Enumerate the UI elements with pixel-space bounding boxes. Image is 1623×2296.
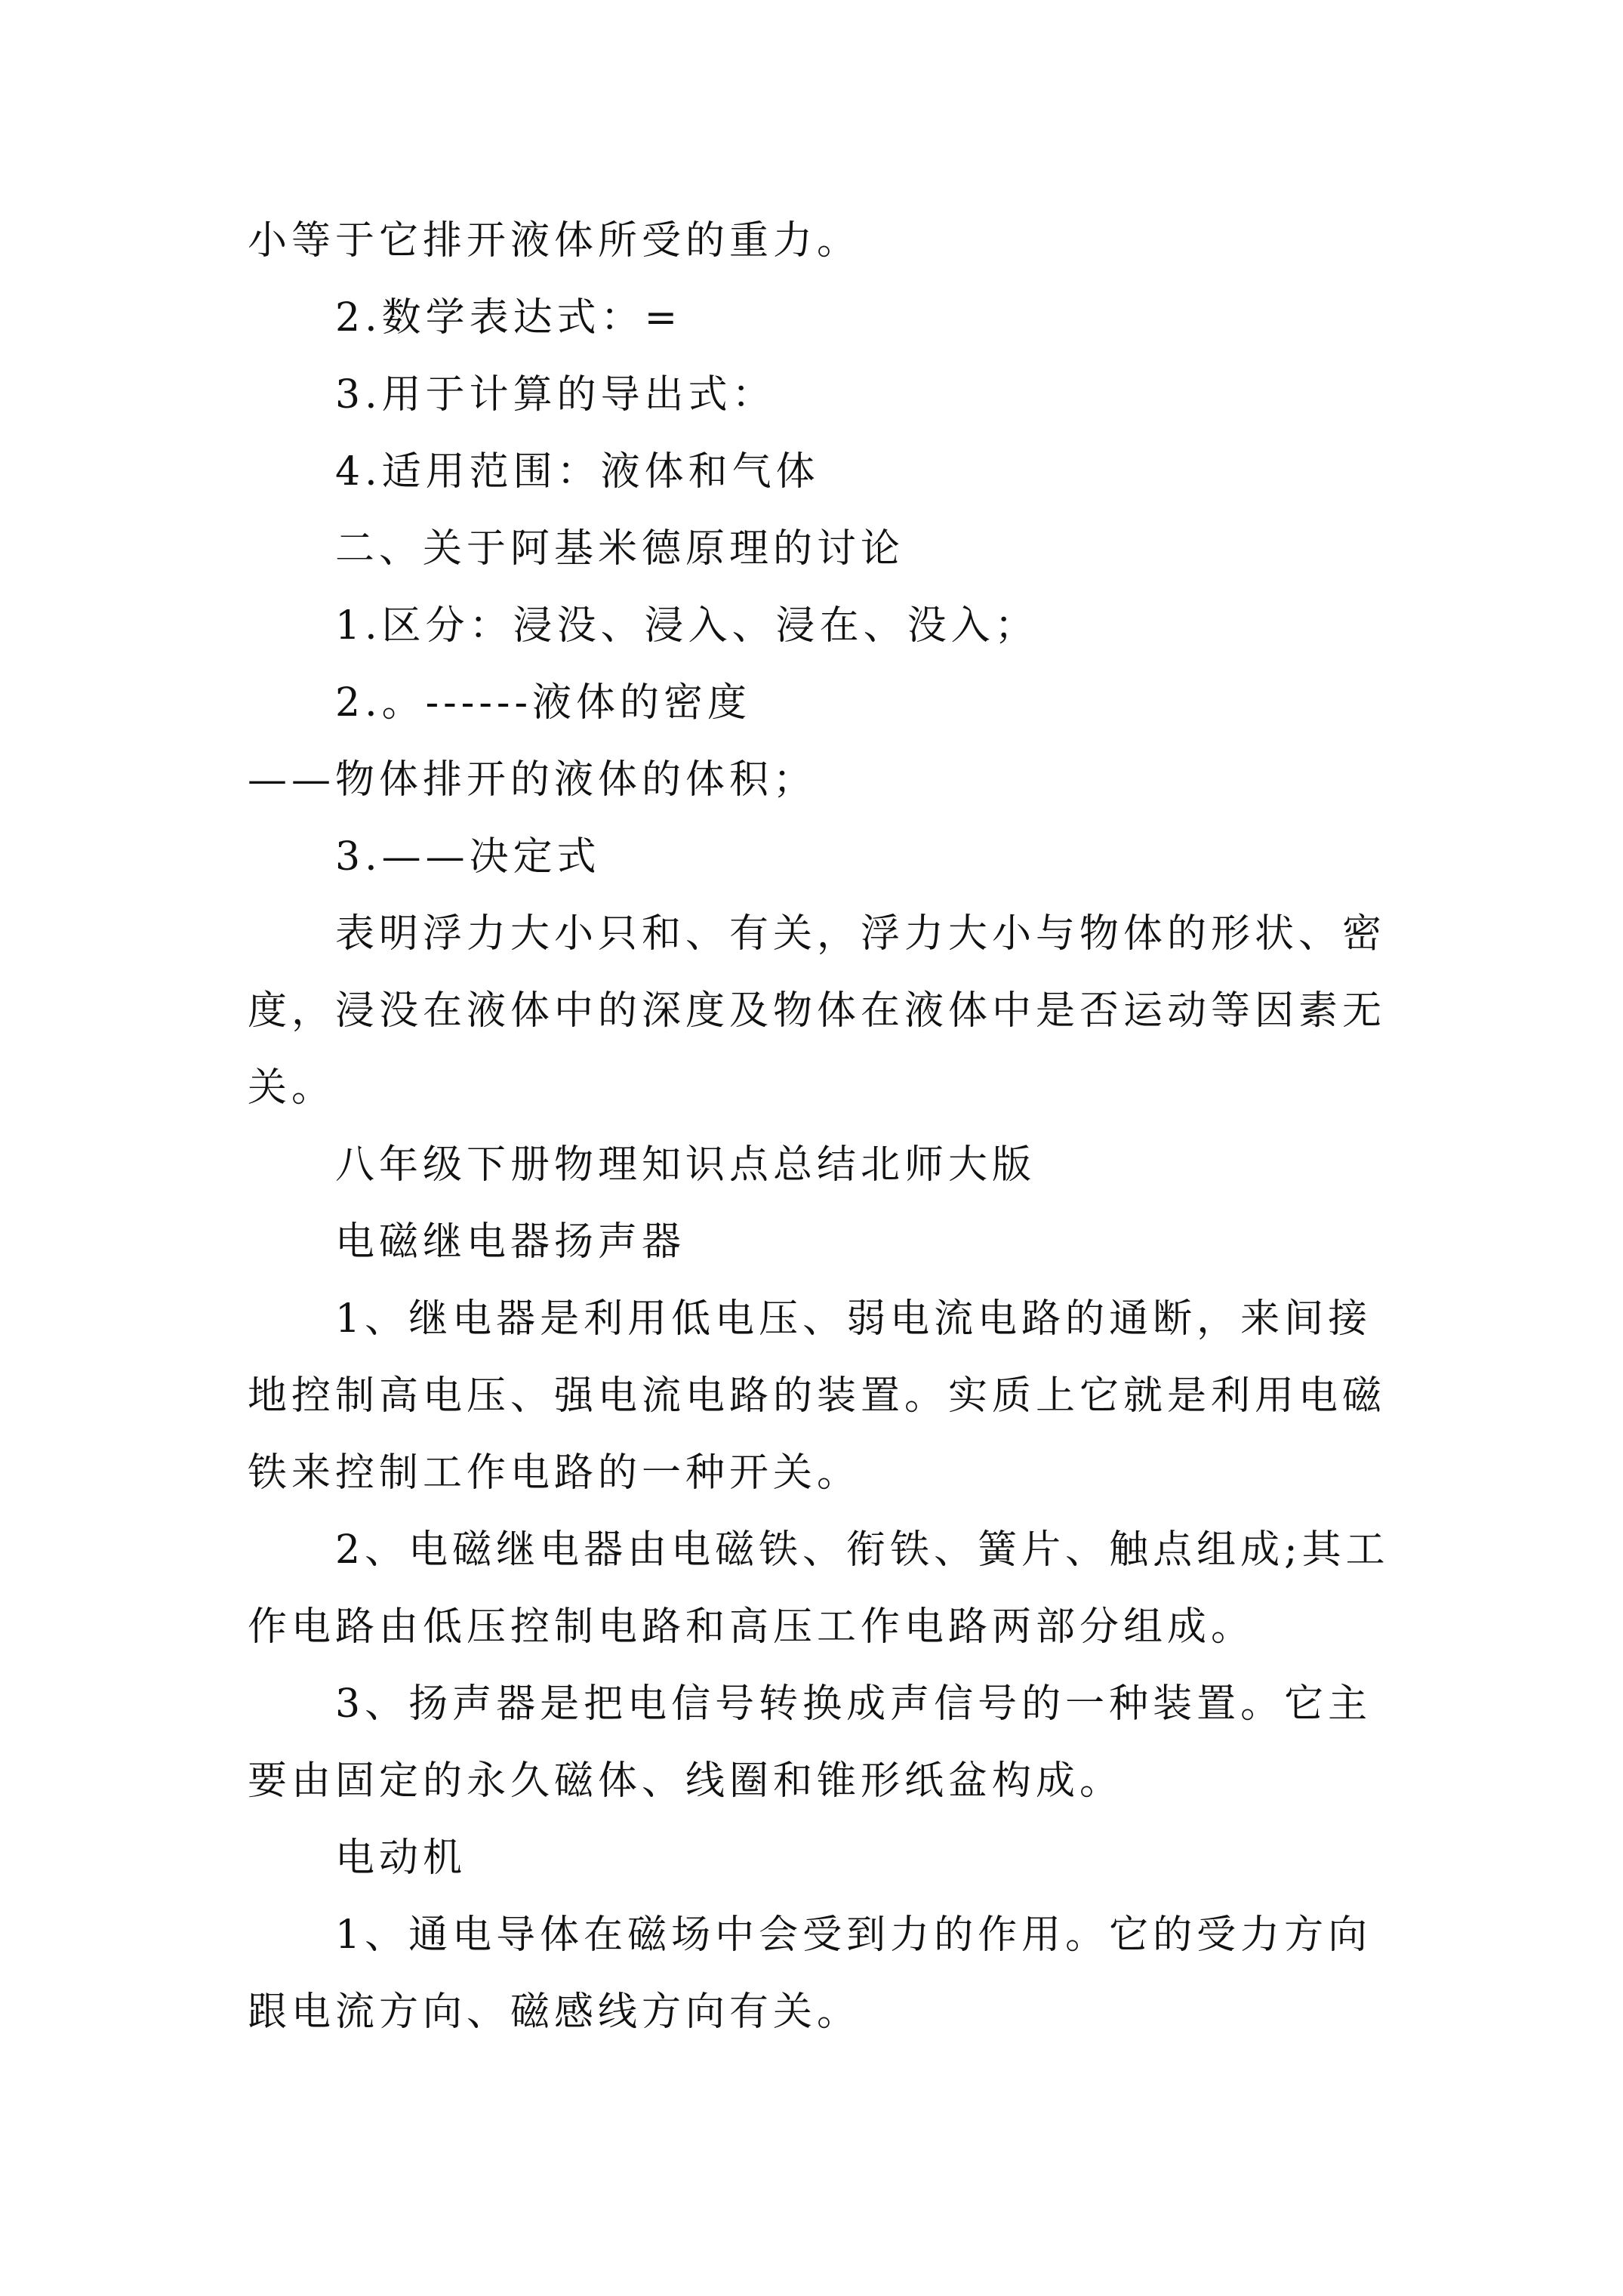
section-heading: 二、关于阿基米德原理的讨论 xyxy=(335,526,905,572)
text-line: 1、通电导体在磁场中会受到力的作用。它的受力方向 xyxy=(335,1912,1372,1958)
section-heading: 电动机 xyxy=(335,1835,467,1881)
text-line: 3、扬声器是把电信号转换成声信号的一种装置。它主 xyxy=(335,1681,1372,1727)
text-line: 地控制高电压、强电流电路的装置。实质上它就是利用电磁 xyxy=(248,1373,1387,1419)
text-line: 度，浸没在液体中的深度及物体在液体中是否运动等因素无 xyxy=(248,988,1387,1034)
text-line: 1.区分：浸没、浸入、浸在、没入； xyxy=(335,603,1039,649)
text-line: 要由固定的永久磁体、线圈和锥形纸盆构成。 xyxy=(248,1758,1124,1804)
text-line: 关。 xyxy=(248,1065,336,1111)
text-line: 1、继电器是利用低电压、弱电流电路的通断，来间接 xyxy=(335,1296,1372,1342)
text-line: 表明浮力大小只和、有关，浮力大小与物体的形状、密 xyxy=(335,911,1387,957)
text-line: 4.适用范围：液体和气体 xyxy=(335,449,820,495)
text-line: 铁来控制工作电路的一种开关。 xyxy=(248,1450,861,1496)
text-line: 作电路由低压控制电路和高压工作电路两部分组成。 xyxy=(248,1604,1255,1650)
text-line: 2.数学表达式：= xyxy=(335,295,682,341)
document-title: 八年级下册物理知识点总结北师大版 xyxy=(335,1142,1036,1188)
document-body xyxy=(248,202,1390,2051)
text-line: 跟电流方向、磁感线方向有关。 xyxy=(248,1989,861,2035)
text-line: 2、电磁继电器由电磁铁、衔铁、簧片、触点组成;其工 xyxy=(335,1527,1390,1573)
text-line: 小等于它排开液体所受的重力。 xyxy=(248,218,861,264)
text-line: 3.——决定式 xyxy=(335,834,601,880)
text-line: 3.用于计算的导出式： xyxy=(335,372,776,418)
text-line: ——物体排开的液体的体积； xyxy=(248,757,818,803)
text-line: 2.。------液体的密度 xyxy=(335,680,752,726)
section-heading: 电磁继电器扬声器 xyxy=(335,1219,686,1265)
